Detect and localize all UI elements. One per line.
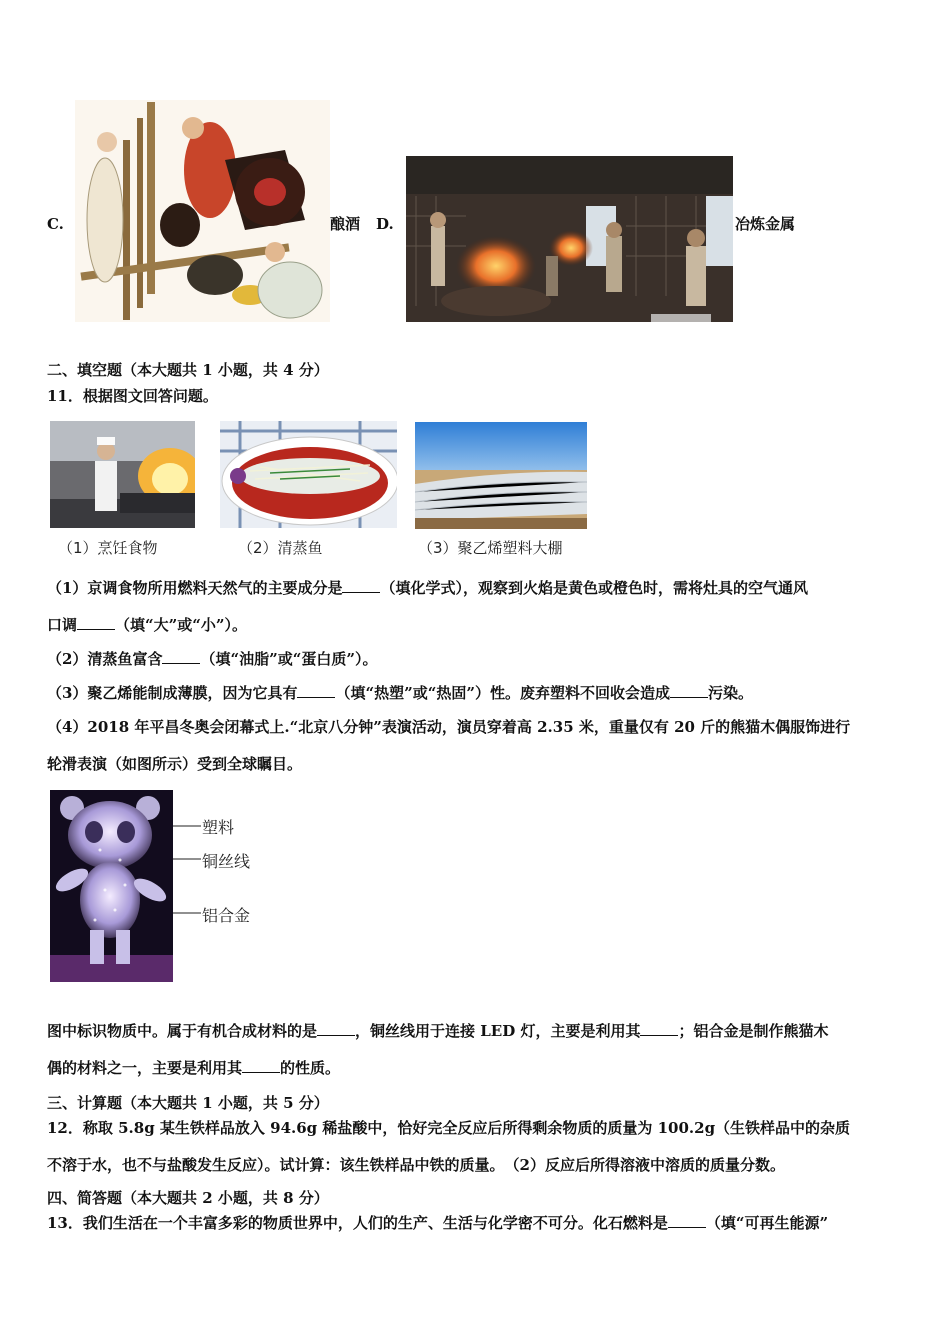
q11-part1-text-b: （填化学式），观察到火焰是黄色或橙色时，需将灶具的空气通风 [380,579,808,597]
question-11: 11．根据图文回答问题。 [47,387,218,405]
greenhouse-photo [415,422,587,529]
q11-part5-text-b: ，铜丝线用于连接 LED 灯，主要是利用其 [355,1022,641,1040]
q11-part5-text-a: 图中标识物质中。属于有机合成材料的是 [47,1022,318,1040]
q11-part3 [47,683,753,703]
question-13-text-b: （填“可再生能源” [705,1214,829,1232]
q11-part1-text-d: （填“大”或“小”）。 [115,616,248,634]
q11-part5-text-e: 的性质。 [280,1059,341,1077]
q11-part1-line2 [47,615,247,635]
answer-blank[interactable] [317,1021,355,1036]
question-12-line1: 12．称取 5.8g 某生铁样品放入 94.6g 稀盐酸中，恰好完全反应后所得剩余物质的质量为 100.2g（生铁样品中的杂质 [47,1119,851,1137]
caption-fish: （2）清蒸鱼 [238,539,323,557]
q11-part2 [47,649,377,669]
q11-part5-line2 [47,1058,340,1078]
q11-part1-text-c: 口调 [47,616,78,634]
answer-blank[interactable] [77,615,115,630]
section4-heading: 四、简答题（本大题共 2 小题，共 8 分） [47,1189,329,1207]
answer-blank[interactable] [162,649,200,664]
brewing-illustration [75,100,330,322]
caption-greenhouse: （3）聚乙烯塑料大棚 [418,539,563,557]
q11-part4-line1: （4）2018 年平昌冬奥会闭幕式上.“北京八分钟”表演活动，演员穿着高 2.35 米，重量仅有 20 斤的熊猫木偶服饰进行 [47,718,851,736]
q11-part4-line2: 轮滑表演（如图所示）受到全球瞩目。 [47,755,303,773]
option-c-text: 酿酒 [330,215,361,233]
label-copper-wire: 铜丝线 [202,852,251,871]
question-13-text-a: 13．我们生活在一个丰富多彩的物质世界中，人们的生产、生活与化学密不可分。化石燃料是 [47,1214,668,1232]
q11-part3-text-c: 污染。 [707,684,753,702]
cooking-photo [50,421,195,528]
label-aluminum-alloy: 铝合金 [202,906,251,925]
q11-part1-line1 [47,578,808,598]
q11-part3-text-b: （填“热塑”或“热固”）性。废弃塑料不回收会造成 [335,684,670,702]
q11-part5-text-c: ；铝合金是制作熊猫木 [678,1022,829,1040]
q11-part2-text-a: （2）清蒸鱼富含 [47,650,163,668]
question-13-line1 [47,1213,828,1233]
option-c-letter: C. [47,215,64,233]
caption-cooking: （1）烹饪食物 [58,539,158,557]
answer-blank[interactable] [297,683,335,698]
q11-part3-text-a: （3）聚乙烯能制成薄膜，因为它具有 [47,684,298,702]
steamed-fish-photo [220,421,397,528]
answer-blank[interactable] [342,578,380,593]
answer-blank[interactable] [242,1058,280,1073]
label-plastic: 塑料 [202,818,235,837]
panda-label-leaders [173,815,205,925]
option-d-letter: D. [376,215,394,233]
answer-blank[interactable] [670,683,708,698]
q11-part2-text-b: （填“油脂”或“蛋白质”）。 [200,650,378,668]
section2-heading: 二、填空题（本大题共 1 小题，共 4 分） [47,361,329,379]
section3-heading: 三、计算题（本大题共 1 小题，共 5 分） [47,1094,329,1112]
panda-puppet-photo [50,790,173,982]
q11-part5-line1 [47,1021,828,1041]
smelting-photo [406,156,733,322]
answer-blank[interactable] [668,1213,706,1228]
question-12-line2: 不溶于水，也不与盐酸发生反应）。试计算：该生铁样品中铁的质量。 （2）反应后所得溶液中溶质的质量分数。 [47,1156,785,1174]
q11-part1-text-a: （1）京调食物所用燃料天然气的主要成分是 [47,579,343,597]
answer-blank[interactable] [640,1021,678,1036]
q11-part5-text-d: 偶的材料之一，主要是利用其 [47,1059,243,1077]
option-d-text: 冶炼金属 [735,215,796,233]
